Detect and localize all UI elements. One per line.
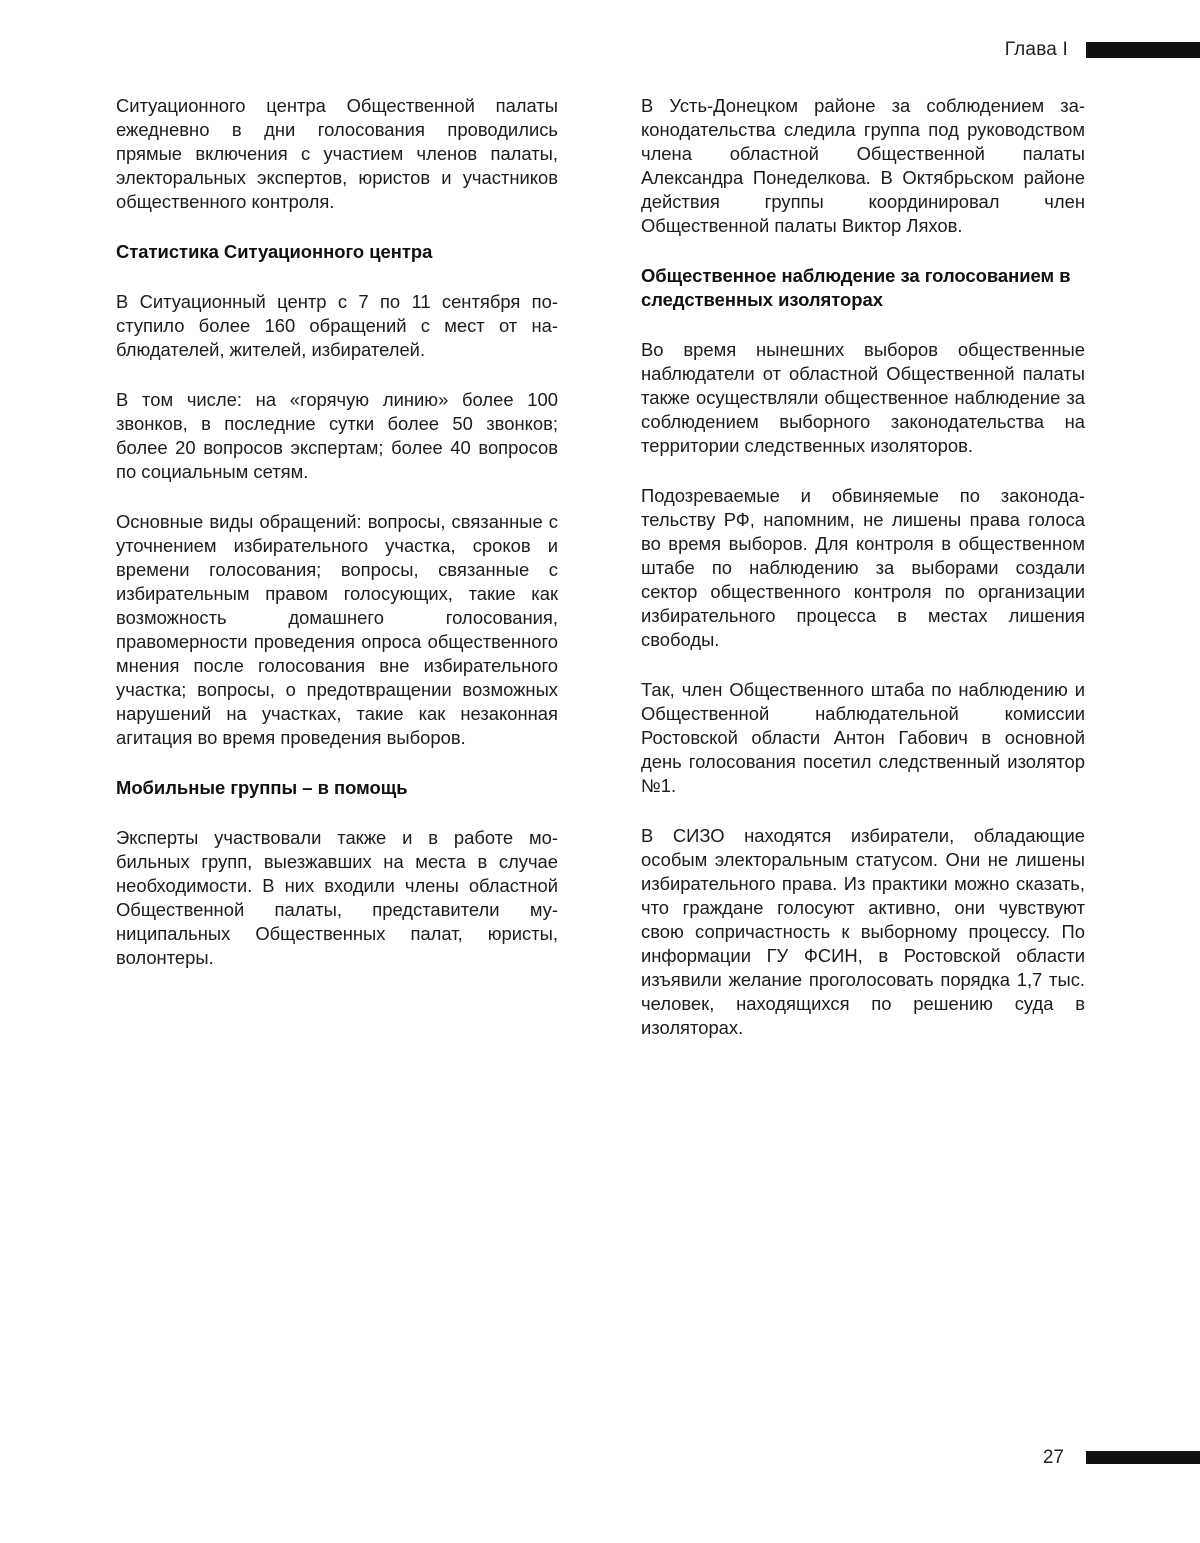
left-paragraph-2: В Ситуационный центр с 7 по 11 сентября поступило более 160 обращений с мест от наблюдателей, жителей, избирателей. <box>116 291 558 360</box>
left-paragraph-3: В том числе: на «горячую линию» более 100 звонков, в последние сутки более 50 звонков; более 20 вопросов экспертам; более 40 вопросов по социальным сетям. <box>116 389 558 482</box>
left-paragraph-4: Основные виды обращений: вопросы, связанные с уточнением избирательного участка, сроков и времени голосования; вопросы, связанные с избирательным правом голосующих, такие как возможность домашнего голосования, правомерности проведения опроса общественного мнения после голосования вне избирательного участка; вопросы, о предотвращении возможных нарушений на участках, такие как незаконная агитация во время проведения выборов. <box>116 511 558 748</box>
right-paragraph-2: Во время нынешних выборов общественные наблюдатели от областной Общественной палаты также осуществляли общественное наблюдение за соблюдением выборного законодательства на территории следственных изоляторов. <box>641 339 1085 456</box>
left-column <box>116 94 558 996</box>
left-paragraph-1: Ситуационного центра Общественной палаты ежедневно в дни голосования проводились прямые включения с участием членов палаты, электоральных экспертов, юристов и участников общественного контроля. <box>116 95 558 212</box>
page-number: 27 <box>1042 1447 1064 1468</box>
right-paragraph-3: Подозреваемые и обвиняемые по законодательству РФ, напомним, не лишены права голоса во время выборов. Для контроля в общественном штабе по наблюдению за выборами создали сектор общественного контроля по организации избирательного процесса в местах лишения свободы. <box>641 485 1085 650</box>
header-decor-bar <box>1086 42 1200 58</box>
left-paragraph-5: Эксперты участвовали также и в работе мобильных групп, выезжавших на места в случае необходимости. В них входили члены областной Общественной палаты, представители муниципальных Общественных палат, юристы, волонтеры. <box>116 827 558 968</box>
heading-public-observation-isolators: Общественное наблюдение за голосованием в следственных изоляторах <box>641 265 1071 310</box>
footer-decor-bar <box>1086 1451 1200 1464</box>
heading-situation-center-stats: Статистика Ситуационного центра <box>116 241 433 262</box>
chapter-label: Глава I <box>1004 39 1068 60</box>
right-column <box>641 94 1085 1066</box>
right-paragraph-1: В Усть-Донецком районе за соблюдением законодательства следила группа под руководством члена областной Общественной палаты Александра Понеделкова. В Октябрьском районе действия группы координировал член Общественной палаты Виктор Ляхов. <box>641 95 1085 236</box>
heading-mobile-groups: Мобильные группы – в помощь <box>116 777 408 798</box>
right-paragraph-5: В СИЗО находятся избиратели, обладающие особым электоральным статусом. Они не лишены избирательного права. Из практики можно сказать, что граждане голосуют активно, они чувствуют свою сопричастность к выборному процессу. По информации ГУ ФСИН, в Ростовской области изъявили желание проголосовать порядка 1,7 тыс. человек, находящихся по решению суда в изоляторах. <box>641 825 1085 1038</box>
right-paragraph-4: Так, член Общественного штаба по наблюдению и Общественной наблюдательной комиссии Ростовской области Антон Габович в основной день голосования посетил следственный изолятор №1. <box>641 679 1085 796</box>
